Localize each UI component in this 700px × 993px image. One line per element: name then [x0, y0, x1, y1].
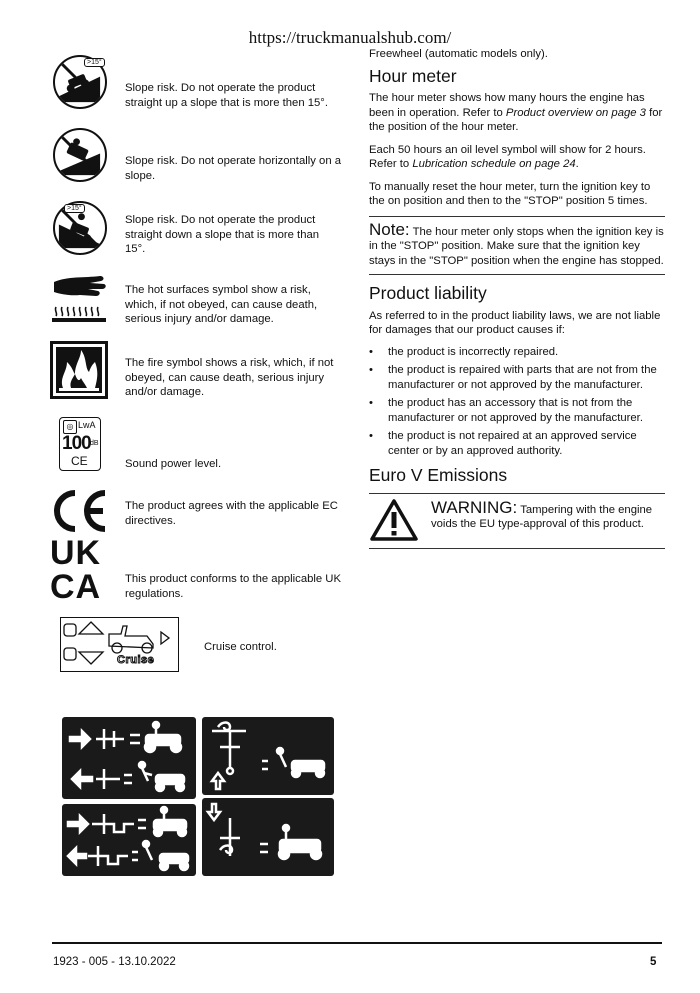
- db-value: 100: [62, 433, 91, 454]
- hour-meter-p3: To manually reset the hour meter, turn the ignition key to the on position and then to the "STOP" position 5 times.: [369, 180, 651, 207]
- product-liability-heading: Product liability: [369, 283, 487, 303]
- fire-text: The fire symbol shows a risk, which, if not obeyed, can cause death, serious injury and/or damage.: [125, 357, 334, 398]
- ce-mark-text: The product agrees with the applicable EC directives.: [125, 500, 338, 527]
- slope-sideways-icon: [53, 128, 107, 182]
- ukca-bottom: CA: [50, 568, 102, 606]
- freewheel-lever-down-panel: [202, 798, 334, 876]
- warning-text: WARNING: Tampering with the engine voids the EU type-approval of this product.: [431, 497, 653, 530]
- list-item: • the product has an accessory that is not from the manufacturer or not approved by the manufacturer.: [369, 396, 665, 425]
- hour-meter-p2: Each 50 hours an oil level symbol will show for 2 hours. Refer to Lubrication schedule on page 24.: [369, 143, 646, 170]
- warning-triangle-icon: [369, 498, 419, 542]
- ce-mark-icon: [53, 489, 109, 533]
- header-url[interactable]: https://truckmanualshub.com/: [248, 28, 452, 47]
- slope-up-text: Slope risk. Do not operate the product straight up a slope that is more then 15°.: [125, 82, 328, 109]
- cruise-label: Cruise: [117, 654, 155, 666]
- sound-power-text: Sound power level.: [125, 458, 222, 470]
- list-item: • the product is not repaired at an approved service center or by an approved authority.: [369, 429, 665, 458]
- warning-box: [369, 494, 665, 542]
- fire-icon: [50, 341, 108, 399]
- euro-v-heading: Euro V Emissions: [369, 465, 508, 485]
- list-item: • the product is repaired with parts that are not from the manufacturer or not approved by the manufacturer.: [369, 363, 665, 392]
- product-overview-link[interactable]: Product overview on page 3: [505, 106, 646, 119]
- note-top-rule: [369, 216, 665, 217]
- note-bottom-rule: [369, 274, 665, 275]
- slope-badge: >15°: [84, 58, 105, 67]
- speaker-icon: ◎: [63, 420, 77, 434]
- hour-meter-p1: The hour meter shows how many hours the engine has been in operation. Refer to Product overview on page 3 for the position of the hour meter.: [369, 92, 663, 133]
- ce-small: CE: [71, 454, 88, 468]
- note-box: Note: The hour meter only stops when the ignition key is in the "STOP" position. Make sure that the ignition key stays in the "STOP" position when the engine has stopped.: [369, 219, 664, 267]
- ukca-mark-icon: [50, 534, 110, 606]
- right-column: [369, 47, 665, 549]
- db-unit: dB: [90, 440, 99, 447]
- freewheel-note: Freewheel (automatic models only).: [369, 48, 548, 60]
- cruise-control-icon: [60, 617, 179, 672]
- warning-label: WARNING:: [431, 497, 518, 517]
- liability-intro: As referred to in the product liability laws, we are not liable for damages that our product causes if:: [369, 309, 661, 336]
- hour-meter-heading: Hour meter: [369, 65, 457, 86]
- hot-surface-text: The hot surfaces symbol show a risk, which, if not obeyed, can cause death, serious injury and/or damage.: [125, 284, 318, 325]
- cruise-control-text: Cruise control.: [204, 641, 277, 653]
- liability-list: [369, 345, 665, 459]
- slope-sideways-text: Slope risk. Do not operate horizontally on a slope.: [125, 155, 342, 182]
- ukca-mark-text: This product conforms to the applicable UK regulations.: [125, 573, 342, 600]
- freewheel-lever-up-panel: [202, 717, 334, 795]
- list-item: • the product is incorrectly repaired.: [369, 345, 665, 360]
- warning-bottom-rule: [369, 548, 665, 549]
- doc-code: 1923 - 005 - 13.10.2022: [53, 956, 176, 968]
- freewheel-release-panel: [62, 804, 196, 876]
- footer-rule: [52, 942, 662, 944]
- slope-badge: >15°: [64, 204, 85, 213]
- note-label: Note:: [369, 219, 410, 239]
- lubrication-schedule-link[interactable]: Lubrication schedule on page 24: [412, 158, 576, 170]
- lwa-label: LᴡA: [78, 420, 96, 430]
- hot-surface-icon: [50, 272, 108, 324]
- freewheel-engage-panel: [62, 717, 196, 799]
- sound-power-icon: [59, 417, 101, 471]
- slope-down-text: Slope risk. Do not operate the product straight down a slope that is more than 15°.: [125, 214, 320, 255]
- ukca-top: UK: [50, 534, 102, 572]
- page-number: 5: [650, 956, 657, 968]
